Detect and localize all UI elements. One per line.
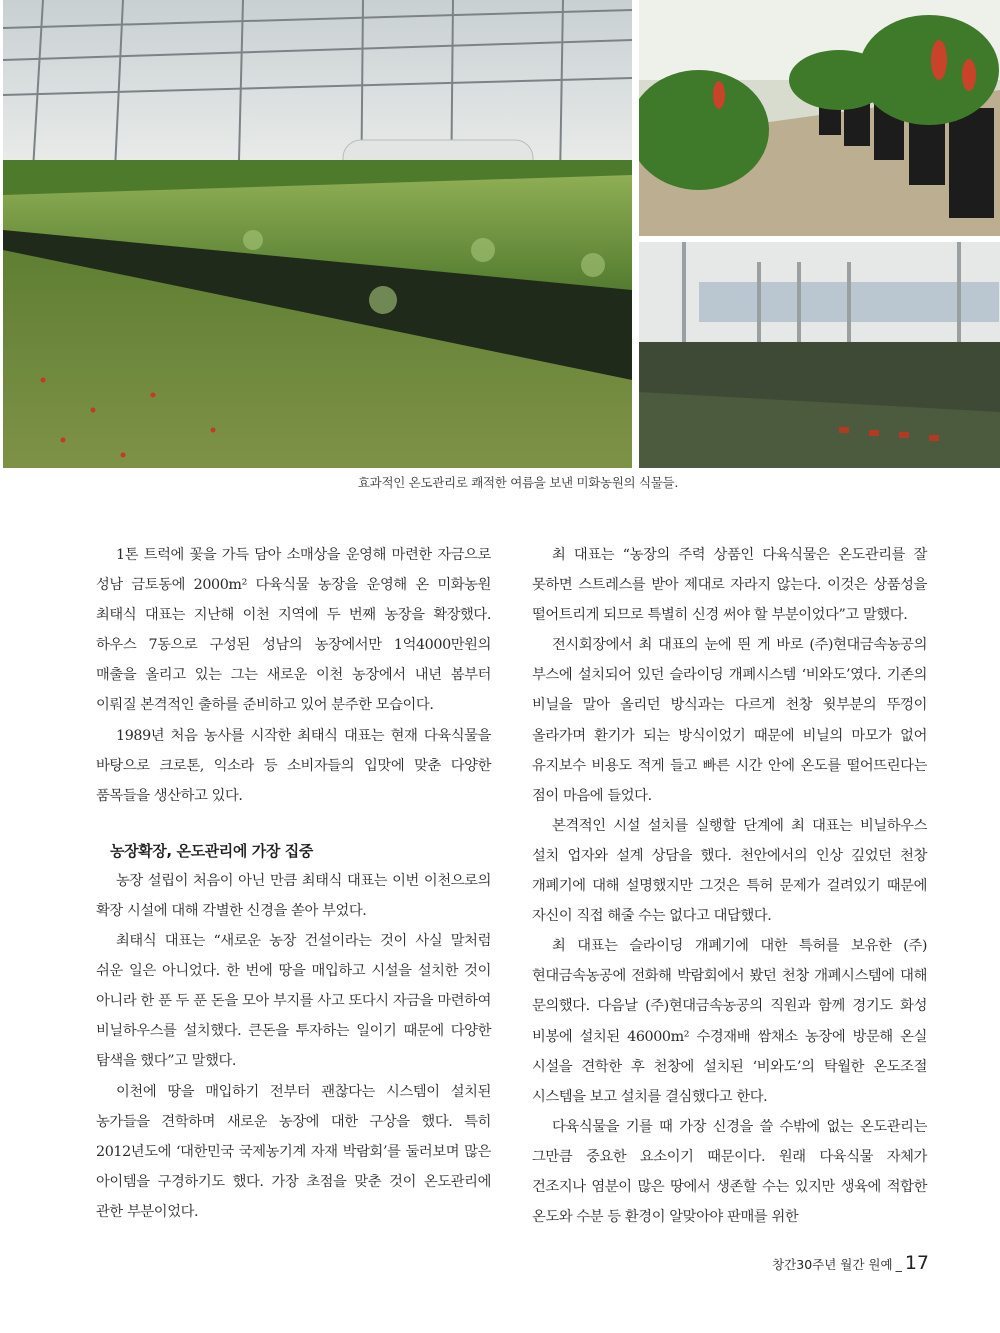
greenhouse-interior-photo <box>639 242 1000 468</box>
paragraph: 최 대표는 슬라이딩 개폐기에 대한 특허를 보유한 (주)현대금속농공에 전화해 박람회에서 봤던 천창 개폐시스템에 대해 문의했다. 다음날 (주)현대금속농공의 직원과 함께 경기도 화성 비봉에 설치된 46000m² 수경재배 쌈채소 농장에 방문해 온실 시설을 견학한 후 천창에 설치된 ‘비와도’의 탁월한 온도조절 시스템을 보고 설치를 결심했다고 한다. <box>532 938 927 1105</box>
paragraph: 농장 설립이 처음이 아닌 만큼 최태식 대표는 이번 이천으로의 확장 시설에 대해 각별한 신경을 쏟아 부었다. <box>96 872 491 919</box>
paragraph: 최 대표는 “농장의 주력 상품인 다육식물은 온도관리를 잘 못하면 스트레스를 받아 제대로 자라지 않는다. 이것은 상품성을 떨어트리게 되므로 특별히 신경 써야 할 부분이었다”고 말했다. <box>532 547 927 624</box>
paragraph: 1톤 트럭에 꽃을 가득 담아 소매상을 운영해 마련한 자금으로 성남 금토동에 2000m² 다육식물 농장을 운영해 온 미화농원 최태식 대표는 지난해 이천 지역에 두 번째 농장을 확장했다. 하우스 7동으로 구성된 성남의 농장에서만 1억4000만원의 매출을 올리고 있는 그는 새로운 이천 농장에서 내년 봄부터 이뤄질 본격적인 출하를 준비하고 있어 분주한 모습이다. <box>96 547 491 714</box>
footer-separator: _ <box>895 1257 902 1272</box>
article-left-column <box>96 540 491 1227</box>
photo-caption: 효과적인 온도관리로 쾌적한 여름을 보낸 미화농원의 식물들. <box>357 475 678 490</box>
paragraph: 1989년 처음 농사를 시작한 최태식 대표는 현재 다육식물을 바탕으로 크로톤, 익소라 등 소비자들의 입맛에 맞춘 다양한 품목들을 생산하고 있다. <box>96 727 491 804</box>
potted-plants-closeup-photo <box>639 0 1000 236</box>
paragraph: 본격적인 시설 설치를 실행할 단계에 최 대표는 비닐하우스 설치 업자와 설계 상담을 했다. 천안에서의 인상 깊었던 천창 개폐기에 대해 설명했지만 그것은 특허 문제가 걸려있기 때문에 자신이 직접 해줄 수는 없다고 대답했다. <box>532 817 927 925</box>
greenhouse-overview-photo <box>3 0 632 468</box>
page-footer <box>772 1252 929 1274</box>
paragraph: 전시회장에서 최 대표의 눈에 띈 게 바로 (주)현대금속농공의 부스에 설치되어 있던 슬라이딩 개폐시스템 ‘비와도’였다. 기존의 비닐을 말아 올리던 방식과는 다르게 천창 윗부분의 뚜껑이 올라가며 환기가 되는 방식이었기 때문에 비닐의 마모가 없어 유지보수 비용도 적게 들고 빠른 시간 안에 온도를 떨어뜨린다는 점이 마음에 들었다. <box>532 637 927 804</box>
paragraph: 이천에 땅을 매입하기 전부터 괜찮다는 시스템이 설치된 농가들을 견학하며 새로운 농장에 대한 구상을 했다. 특히 2012년도에 ‘대한민국 국제농기계 자재 박람회’를 둘러보며 많은 아이템을 구경하기도 했다. 가장 초점을 맞춘 것이 온도관리에 관한 부분이었다. <box>96 1083 491 1220</box>
page-number: 17 <box>904 1252 929 1274</box>
paragraph: 다육식물을 기를 때 가장 신경을 쓸 수밖에 없는 온도관리는 그만큼 중요한 요소이기 때문이다. 원래 다육식물 자체가 건조지나 염분이 많은 땅에서 생존할 수는 있지만 생육에 적합한 온도와 수분 등 환경이 알맞아야 판매를 위한 <box>532 1118 927 1226</box>
paragraph: 최태식 대표는 “새로운 농장 건설이라는 것이 사실 말처럼 쉬운 일은 아니었다. 한 번에 땅을 매입하고 시설을 설치한 것이 아니라 한 푼 두 푼 돈을 모아 부지를 사고 또다시 자금을 마련하여 비닐하우스를 설치했다. 큰돈을 투자하는 일이기 때문에 다양한 탐색을 했다”고 말했다. <box>96 933 491 1070</box>
section-heading: 농장확장, 온도관리에 가장 집중 <box>110 841 313 860</box>
article-right-column <box>532 540 927 1232</box>
magazine-name: 창간30주년 월간 원예 <box>772 1257 893 1272</box>
